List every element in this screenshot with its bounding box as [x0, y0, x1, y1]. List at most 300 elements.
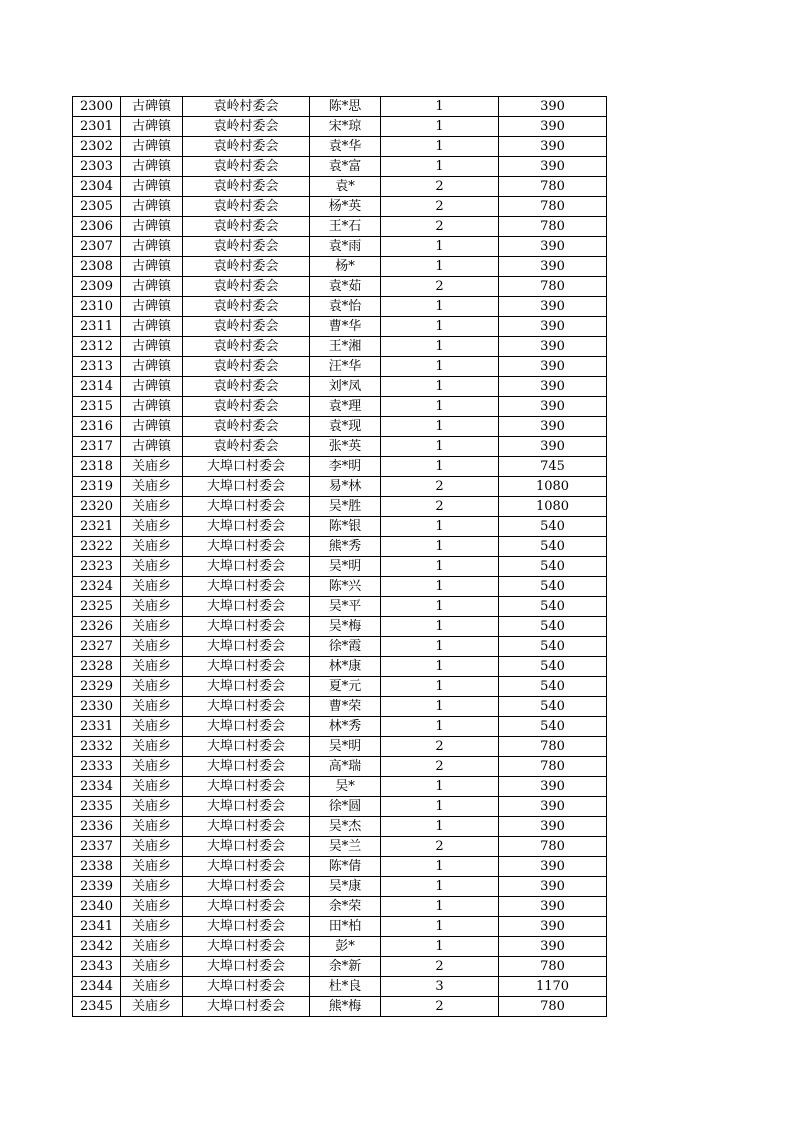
table-row	[73, 617, 607, 637]
table-row	[73, 177, 607, 197]
row-number-cell: 2324	[73, 577, 121, 597]
amount-cell: 780	[499, 177, 607, 197]
village-committee-cell: 大埠口村委会	[183, 497, 310, 517]
name-cell: 吴*平	[310, 597, 381, 617]
township-cell: 关庙乡	[121, 757, 183, 777]
name-cell: 余*新	[310, 957, 381, 977]
count-cell: 1	[381, 357, 499, 377]
amount-cell: 780	[499, 757, 607, 777]
name-cell: 田*柏	[310, 917, 381, 937]
village-committee-cell: 袁岭村委会	[183, 437, 310, 457]
amount-cell: 390	[499, 157, 607, 177]
name-cell: 曹*荣	[310, 697, 381, 717]
count-cell: 1	[381, 897, 499, 917]
name-cell: 袁*富	[310, 157, 381, 177]
table-row	[73, 917, 607, 937]
table-row	[73, 677, 607, 697]
name-cell: 熊*秀	[310, 537, 381, 557]
name-cell: 曹*华	[310, 317, 381, 337]
amount-cell: 540	[499, 717, 607, 737]
amount-cell: 390	[499, 337, 607, 357]
amount-cell: 1080	[499, 497, 607, 517]
count-cell: 1	[381, 537, 499, 557]
name-cell: 汪*华	[310, 357, 381, 377]
row-number-cell: 2336	[73, 817, 121, 837]
row-number-cell: 2333	[73, 757, 121, 777]
table-row	[73, 997, 607, 1017]
amount-cell: 540	[499, 537, 607, 557]
row-number-cell: 2318	[73, 457, 121, 477]
count-cell: 1	[381, 917, 499, 937]
count-cell: 1	[381, 797, 499, 817]
table-row	[73, 637, 607, 657]
count-cell: 1	[381, 397, 499, 417]
count-cell: 2	[381, 217, 499, 237]
village-committee-cell: 袁岭村委会	[183, 277, 310, 297]
row-number-cell: 2320	[73, 497, 121, 517]
township-cell: 关庙乡	[121, 937, 183, 957]
count-cell: 1	[381, 637, 499, 657]
name-cell: 吴*明	[310, 557, 381, 577]
name-cell: 吴*胜	[310, 497, 381, 517]
name-cell: 吴*康	[310, 877, 381, 897]
table-row	[73, 257, 607, 277]
village-committee-cell: 大埠口村委会	[183, 877, 310, 897]
row-number-cell: 2339	[73, 877, 121, 897]
amount-cell: 780	[499, 957, 607, 977]
township-cell: 古碑镇	[121, 337, 183, 357]
amount-cell: 780	[499, 997, 607, 1017]
count-cell: 1	[381, 777, 499, 797]
name-cell: 袁*理	[310, 397, 381, 417]
table-row	[73, 277, 607, 297]
count-cell: 1	[381, 677, 499, 697]
count-cell: 2	[381, 737, 499, 757]
table-row	[73, 777, 607, 797]
row-number-cell: 2316	[73, 417, 121, 437]
table-row	[73, 537, 607, 557]
township-cell: 关庙乡	[121, 877, 183, 897]
amount-cell: 540	[499, 637, 607, 657]
amount-cell: 390	[499, 877, 607, 897]
name-cell: 袁*华	[310, 137, 381, 157]
row-number-cell: 2341	[73, 917, 121, 937]
village-committee-cell: 大埠口村委会	[183, 597, 310, 617]
row-number-cell: 2329	[73, 677, 121, 697]
count-cell: 1	[381, 377, 499, 397]
table-row	[73, 577, 607, 597]
amount-cell: 540	[499, 677, 607, 697]
township-cell: 关庙乡	[121, 677, 183, 697]
township-cell: 关庙乡	[121, 657, 183, 677]
village-committee-cell: 袁岭村委会	[183, 157, 310, 177]
township-cell: 古碑镇	[121, 317, 183, 337]
row-number-cell: 2332	[73, 737, 121, 757]
township-cell: 古碑镇	[121, 157, 183, 177]
table-row	[73, 317, 607, 337]
amount-cell: 390	[499, 797, 607, 817]
table-row	[73, 497, 607, 517]
count-cell: 2	[381, 197, 499, 217]
row-number-cell: 2328	[73, 657, 121, 677]
row-number-cell: 2321	[73, 517, 121, 537]
township-cell: 关庙乡	[121, 917, 183, 937]
row-number-cell: 2330	[73, 697, 121, 717]
data-table	[72, 96, 607, 1017]
amount-cell: 390	[499, 257, 607, 277]
village-committee-cell: 大埠口村委会	[183, 777, 310, 797]
row-number-cell: 2303	[73, 157, 121, 177]
name-cell: 徐*圆	[310, 797, 381, 817]
name-cell: 吴*明	[310, 737, 381, 757]
count-cell: 2	[381, 837, 499, 857]
count-cell: 1	[381, 157, 499, 177]
village-committee-cell: 袁岭村委会	[183, 377, 310, 397]
name-cell: 袁*茹	[310, 277, 381, 297]
village-committee-cell: 大埠口村委会	[183, 977, 310, 997]
count-cell: 1	[381, 117, 499, 137]
village-committee-cell: 大埠口村委会	[183, 537, 310, 557]
table-row	[73, 137, 607, 157]
township-cell: 古碑镇	[121, 97, 183, 117]
village-committee-cell: 大埠口村委会	[183, 657, 310, 677]
count-cell: 3	[381, 977, 499, 997]
township-cell: 关庙乡	[121, 517, 183, 537]
village-committee-cell: 大埠口村委会	[183, 957, 310, 977]
table-row	[73, 477, 607, 497]
township-cell: 关庙乡	[121, 637, 183, 657]
township-cell: 关庙乡	[121, 857, 183, 877]
row-number-cell: 2306	[73, 217, 121, 237]
count-cell: 1	[381, 257, 499, 277]
village-committee-cell: 大埠口村委会	[183, 617, 310, 637]
row-number-cell: 2313	[73, 357, 121, 377]
village-committee-cell: 大埠口村委会	[183, 477, 310, 497]
name-cell: 吴*兰	[310, 837, 381, 857]
village-committee-cell: 大埠口村委会	[183, 697, 310, 717]
table-row	[73, 697, 607, 717]
count-cell: 1	[381, 717, 499, 737]
township-cell: 古碑镇	[121, 257, 183, 277]
village-committee-cell: 袁岭村委会	[183, 337, 310, 357]
name-cell: 吴*梅	[310, 617, 381, 637]
table-row	[73, 237, 607, 257]
table-row	[73, 97, 607, 117]
village-committee-cell: 大埠口村委会	[183, 717, 310, 737]
count-cell: 1	[381, 557, 499, 577]
amount-cell: 540	[499, 657, 607, 677]
table-row	[73, 817, 607, 837]
village-committee-cell: 袁岭村委会	[183, 97, 310, 117]
village-committee-cell: 袁岭村委会	[183, 397, 310, 417]
name-cell: 袁*	[310, 177, 381, 197]
amount-cell: 390	[499, 777, 607, 797]
village-committee-cell: 大埠口村委会	[183, 837, 310, 857]
name-cell: 袁*雨	[310, 237, 381, 257]
township-cell: 关庙乡	[121, 837, 183, 857]
name-cell: 夏*元	[310, 677, 381, 697]
table-row	[73, 217, 607, 237]
row-number-cell: 2334	[73, 777, 121, 797]
township-cell: 关庙乡	[121, 537, 183, 557]
village-committee-cell: 大埠口村委会	[183, 517, 310, 537]
township-cell: 关庙乡	[121, 717, 183, 737]
row-number-cell: 2337	[73, 837, 121, 857]
name-cell: 李*明	[310, 457, 381, 477]
amount-cell: 390	[499, 297, 607, 317]
name-cell: 余*荣	[310, 897, 381, 917]
count-cell: 1	[381, 857, 499, 877]
row-number-cell: 2304	[73, 177, 121, 197]
village-committee-cell: 大埠口村委会	[183, 457, 310, 477]
table-row	[73, 877, 607, 897]
name-cell: 杨*英	[310, 197, 381, 217]
village-committee-cell: 袁岭村委会	[183, 197, 310, 217]
amount-cell: 780	[499, 277, 607, 297]
row-number-cell: 2322	[73, 537, 121, 557]
count-cell: 1	[381, 337, 499, 357]
township-cell: 关庙乡	[121, 777, 183, 797]
count-cell: 1	[381, 457, 499, 477]
row-number-cell: 2311	[73, 317, 121, 337]
table-row	[73, 157, 607, 177]
table-row	[73, 557, 607, 577]
row-number-cell: 2301	[73, 117, 121, 137]
table-row	[73, 837, 607, 857]
table-row	[73, 517, 607, 537]
table-row	[73, 377, 607, 397]
name-cell: 刘*凤	[310, 377, 381, 397]
row-number-cell: 2345	[73, 997, 121, 1017]
row-number-cell: 2310	[73, 297, 121, 317]
row-number-cell: 2331	[73, 717, 121, 737]
township-cell: 关庙乡	[121, 797, 183, 817]
township-cell: 关庙乡	[121, 457, 183, 477]
count-cell: 1	[381, 97, 499, 117]
amount-cell: 540	[499, 517, 607, 537]
township-cell: 古碑镇	[121, 217, 183, 237]
name-cell: 陈*银	[310, 517, 381, 537]
name-cell: 陈*倩	[310, 857, 381, 877]
table-row	[73, 297, 607, 317]
amount-cell: 540	[499, 597, 607, 617]
table-row	[73, 197, 607, 217]
amount-cell: 1080	[499, 477, 607, 497]
count-cell: 1	[381, 417, 499, 437]
village-committee-cell: 大埠口村委会	[183, 817, 310, 837]
village-committee-cell: 袁岭村委会	[183, 297, 310, 317]
township-cell: 关庙乡	[121, 977, 183, 997]
table-row	[73, 797, 607, 817]
village-committee-cell: 大埠口村委会	[183, 557, 310, 577]
name-cell: 陈*兴	[310, 577, 381, 597]
name-cell: 吴*杰	[310, 817, 381, 837]
township-cell: 古碑镇	[121, 357, 183, 377]
table-row	[73, 657, 607, 677]
township-cell: 关庙乡	[121, 737, 183, 757]
village-committee-cell: 袁岭村委会	[183, 137, 310, 157]
township-cell: 古碑镇	[121, 117, 183, 137]
village-committee-cell: 大埠口村委会	[183, 917, 310, 937]
village-committee-cell: 大埠口村委会	[183, 637, 310, 657]
township-cell: 关庙乡	[121, 997, 183, 1017]
count-cell: 1	[381, 697, 499, 717]
row-number-cell: 2317	[73, 437, 121, 457]
count-cell: 2	[381, 277, 499, 297]
township-cell: 古碑镇	[121, 197, 183, 217]
village-committee-cell: 袁岭村委会	[183, 357, 310, 377]
name-cell: 袁*怡	[310, 297, 381, 317]
amount-cell: 390	[499, 97, 607, 117]
row-number-cell: 2305	[73, 197, 121, 217]
amount-cell: 390	[499, 817, 607, 837]
table-row	[73, 937, 607, 957]
amount-cell: 745	[499, 457, 607, 477]
township-cell: 古碑镇	[121, 397, 183, 417]
township-cell: 古碑镇	[121, 437, 183, 457]
name-cell: 彭*	[310, 937, 381, 957]
row-number-cell: 2323	[73, 557, 121, 577]
village-committee-cell: 袁岭村委会	[183, 317, 310, 337]
table-row	[73, 737, 607, 757]
village-committee-cell: 大埠口村委会	[183, 997, 310, 1017]
name-cell: 熊*梅	[310, 997, 381, 1017]
amount-cell: 390	[499, 397, 607, 417]
amount-cell: 540	[499, 577, 607, 597]
row-number-cell: 2327	[73, 637, 121, 657]
row-number-cell: 2300	[73, 97, 121, 117]
count-cell: 2	[381, 957, 499, 977]
count-cell: 1	[381, 817, 499, 837]
count-cell: 1	[381, 297, 499, 317]
village-committee-cell: 大埠口村委会	[183, 757, 310, 777]
name-cell: 宋*琼	[310, 117, 381, 137]
amount-cell: 390	[499, 237, 607, 257]
name-cell: 林*康	[310, 657, 381, 677]
township-cell: 关庙乡	[121, 817, 183, 837]
amount-cell: 390	[499, 117, 607, 137]
amount-cell: 390	[499, 937, 607, 957]
amount-cell: 540	[499, 697, 607, 717]
table-row	[73, 117, 607, 137]
village-committee-cell: 大埠口村委会	[183, 797, 310, 817]
township-cell: 关庙乡	[121, 957, 183, 977]
township-cell: 关庙乡	[121, 697, 183, 717]
row-number-cell: 2335	[73, 797, 121, 817]
table-row	[73, 957, 607, 977]
name-cell: 高*瑞	[310, 757, 381, 777]
township-cell: 关庙乡	[121, 557, 183, 577]
name-cell: 王*湘	[310, 337, 381, 357]
table-row	[73, 857, 607, 877]
count-cell: 1	[381, 317, 499, 337]
township-cell: 古碑镇	[121, 297, 183, 317]
township-cell: 古碑镇	[121, 277, 183, 297]
table-row	[73, 417, 607, 437]
amount-cell: 390	[499, 417, 607, 437]
row-number-cell: 2302	[73, 137, 121, 157]
count-cell: 1	[381, 617, 499, 637]
township-cell: 古碑镇	[121, 137, 183, 157]
row-number-cell: 2314	[73, 377, 121, 397]
amount-cell: 390	[499, 917, 607, 937]
village-committee-cell: 袁岭村委会	[183, 257, 310, 277]
village-committee-cell: 大埠口村委会	[183, 677, 310, 697]
count-cell: 1	[381, 517, 499, 537]
amount-cell: 780	[499, 737, 607, 757]
row-number-cell: 2315	[73, 397, 121, 417]
township-cell: 古碑镇	[121, 237, 183, 257]
amount-cell: 780	[499, 197, 607, 217]
amount-cell: 390	[499, 317, 607, 337]
row-number-cell: 2340	[73, 897, 121, 917]
table-body	[73, 97, 607, 1017]
count-cell: 2	[381, 477, 499, 497]
count-cell: 2	[381, 997, 499, 1017]
row-number-cell: 2342	[73, 937, 121, 957]
row-number-cell: 2343	[73, 957, 121, 977]
amount-cell: 780	[499, 217, 607, 237]
village-committee-cell: 袁岭村委会	[183, 217, 310, 237]
name-cell: 张*英	[310, 437, 381, 457]
name-cell: 易*林	[310, 477, 381, 497]
count-cell: 1	[381, 657, 499, 677]
name-cell: 杜*良	[310, 977, 381, 997]
table-row	[73, 337, 607, 357]
village-committee-cell: 大埠口村委会	[183, 937, 310, 957]
row-number-cell: 2308	[73, 257, 121, 277]
amount-cell: 540	[499, 557, 607, 577]
township-cell: 关庙乡	[121, 477, 183, 497]
table-row	[73, 437, 607, 457]
count-cell: 1	[381, 597, 499, 617]
village-committee-cell: 大埠口村委会	[183, 737, 310, 757]
table-row	[73, 757, 607, 777]
name-cell: 林*秀	[310, 717, 381, 737]
row-number-cell: 2307	[73, 237, 121, 257]
name-cell: 王*石	[310, 217, 381, 237]
amount-cell: 390	[499, 857, 607, 877]
table-row	[73, 457, 607, 477]
count-cell: 2	[381, 497, 499, 517]
name-cell: 吴*	[310, 777, 381, 797]
township-cell: 古碑镇	[121, 417, 183, 437]
amount-cell: 390	[499, 357, 607, 377]
row-number-cell: 2344	[73, 977, 121, 997]
amount-cell: 1170	[499, 977, 607, 997]
count-cell: 1	[381, 577, 499, 597]
table-row	[73, 977, 607, 997]
row-number-cell: 2326	[73, 617, 121, 637]
count-cell: 1	[381, 237, 499, 257]
count-cell: 2	[381, 757, 499, 777]
count-cell: 1	[381, 877, 499, 897]
amount-cell: 390	[499, 377, 607, 397]
count-cell: 1	[381, 137, 499, 157]
table-row	[73, 897, 607, 917]
township-cell: 关庙乡	[121, 597, 183, 617]
count-cell: 1	[381, 437, 499, 457]
amount-cell: 780	[499, 837, 607, 857]
township-cell: 关庙乡	[121, 897, 183, 917]
name-cell: 陈*思	[310, 97, 381, 117]
row-number-cell: 2312	[73, 337, 121, 357]
township-cell: 关庙乡	[121, 617, 183, 637]
row-number-cell: 2309	[73, 277, 121, 297]
amount-cell: 390	[499, 897, 607, 917]
count-cell: 1	[381, 937, 499, 957]
township-cell: 古碑镇	[121, 377, 183, 397]
